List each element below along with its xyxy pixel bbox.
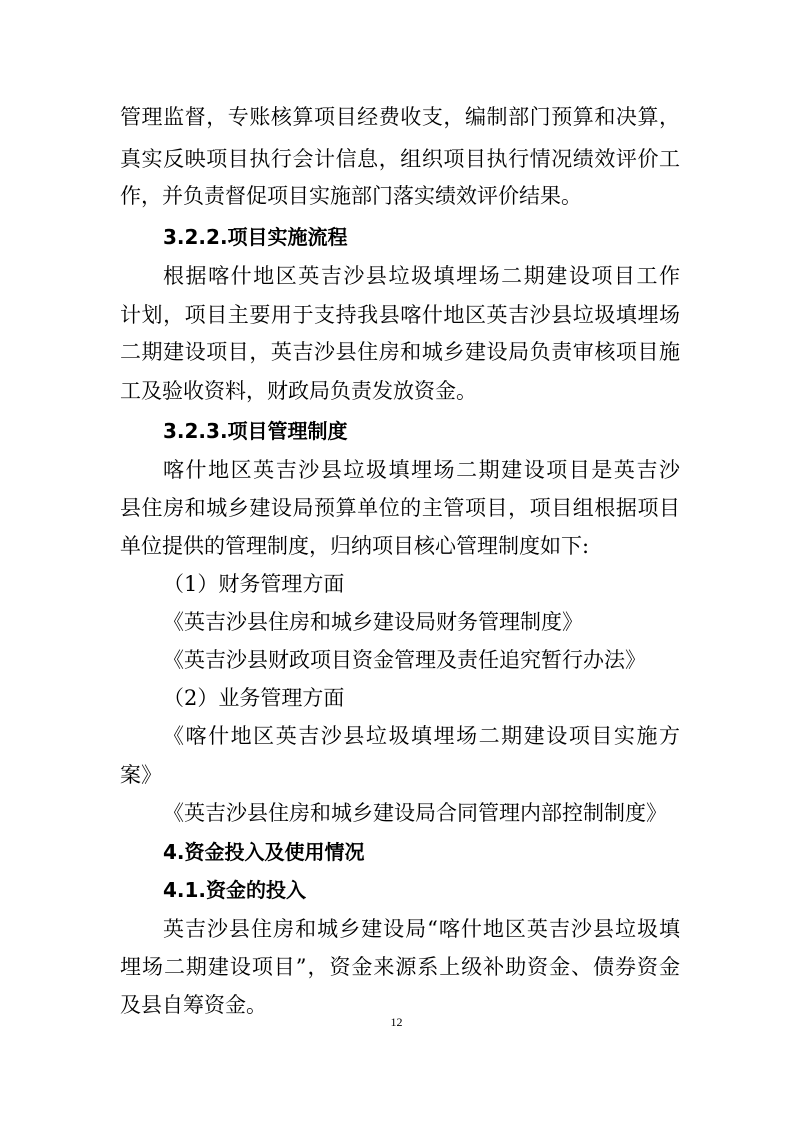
body-text-line: 计划，项目主要用于支持我县喀什地区英吉沙县垃圾填埋场 — [120, 303, 680, 327]
document-title-item: 《英吉沙县住房和城乡建设局财务管理制度》 — [163, 610, 583, 634]
body-text-line: 真实反映项目执行会计信息，组织项目执行情况绩效评价工 — [120, 147, 680, 171]
body-text-line: 英吉沙县住房和城乡建设局“喀什地区英吉沙县垃圾填 — [163, 917, 680, 941]
document-title-item: 《英吉沙县住房和城乡建设局合同管理内部控制制度》 — [163, 801, 667, 825]
list-subheading: （2）业务管理方面 — [163, 686, 345, 710]
body-text-line: 单位提供的管理制度，归纳项目核心管理制度如下: — [120, 534, 590, 558]
list-subheading: （1）财务管理方面 — [163, 572, 345, 596]
body-text-line: 作，并负责督促项目实施部门落实绩效评价结果。 — [120, 184, 582, 208]
section-heading-4: 4.资金投入及使用情况 — [163, 840, 365, 864]
body-text-line: 管理监督，专账核算项目经费收支，编制部门预算和决算， — [120, 105, 680, 129]
body-text-line: 喀什地区英吉沙县垃圾填埋场二期建设项目是英吉沙 — [163, 458, 680, 482]
page-number: 12 — [390, 1015, 403, 1029]
body-text-line: 根据喀什地区英吉沙县垃圾填埋场二期建设项目工作 — [163, 264, 680, 288]
section-heading-3-2-3: 3.2.3.项目管理制度 — [163, 419, 348, 443]
body-text-line: 埋场二期建设项目”，资金来源系上级补助资金、债券资金 — [120, 955, 680, 979]
body-text-line: 及县自筹资金。 — [120, 993, 267, 1017]
section-heading-3-2-2: 3.2.2.项目实施流程 — [163, 225, 348, 249]
body-text-line: 二期建设项目，英吉沙县住房和城乡建设局负责审核项目施 — [120, 340, 680, 364]
section-heading-4-1: 4.1.资金的投入 — [163, 878, 307, 902]
document-title-item: 《英吉沙县财政项目资金管理及责任追究暂行办法》 — [163, 648, 646, 672]
document-title-item: 《喀什地区英吉沙县垃圾填埋场二期建设项目实施方 — [163, 724, 680, 748]
body-text-line: 县住房和城乡建设局预算单位的主管项目，项目组根据项目 — [120, 496, 680, 520]
document-title-item-continuation: 案》 — [120, 763, 162, 787]
body-text-line: 工及验收资料，财政局负责发放资金。 — [120, 379, 477, 403]
